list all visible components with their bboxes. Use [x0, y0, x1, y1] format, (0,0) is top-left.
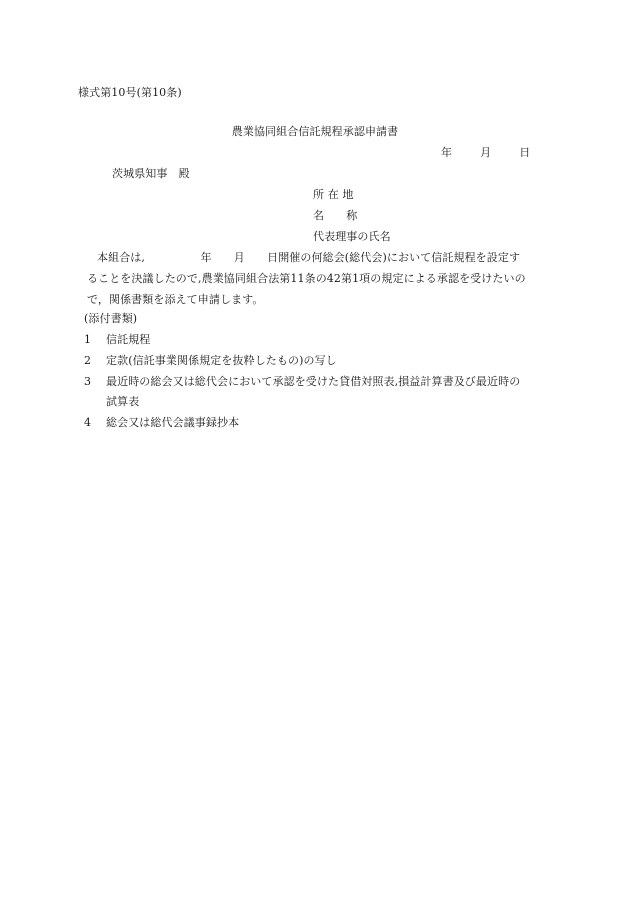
body-text-line: で，関係書類を添えて申請します。 — [87, 293, 264, 306]
attachment-text-continuation: 試算表 — [106, 395, 140, 408]
attachment-text: 定款(信託事業関係規定を抜粋したもの)の写し — [106, 354, 337, 367]
date-day: 日 — [519, 146, 531, 159]
attachment-number: 3 — [84, 375, 92, 388]
attachment-number: 2 — [84, 354, 92, 367]
date-line — [441, 147, 530, 158]
date-year: 年 — [441, 146, 453, 159]
form-number: 様式第10号(第10条) — [78, 86, 182, 99]
attachment-text: 信託規程 — [106, 333, 151, 346]
attachment-text: 最近時の総会又は総代会において承認を受けた貸借対照表,損益計算書及び最近時の — [106, 375, 521, 388]
body-text-line: ることを決議したので,農業協同組合法第11条の42第1項の規定による承認を受けたいの — [87, 272, 526, 285]
document-title: 農業協同組合信託規程承認申請書 — [231, 125, 399, 138]
attachment-text: 総会又は総代会議事録抄本 — [106, 416, 240, 429]
applicant-representative-label: 代表理事の氏名 — [313, 230, 391, 243]
attachment-item — [84, 417, 239, 428]
body-text-line: 本組合は, 年 月 日開催の何総会(総代会)において信託規程を設定す — [97, 251, 521, 264]
addressee: 茨城県知事 殿 — [112, 167, 190, 180]
applicant-name-label: 名 称 — [313, 209, 358, 222]
attachment-item — [84, 334, 150, 345]
attachments-heading: (添付書類) — [84, 312, 138, 325]
attachment-item — [84, 355, 337, 366]
attachment-number: 1 — [84, 333, 92, 346]
attachment-number: 4 — [84, 416, 92, 429]
date-month: 月 — [480, 146, 492, 159]
attachment-item — [84, 376, 520, 387]
applicant-address-label: 所 在 地 — [313, 188, 354, 201]
